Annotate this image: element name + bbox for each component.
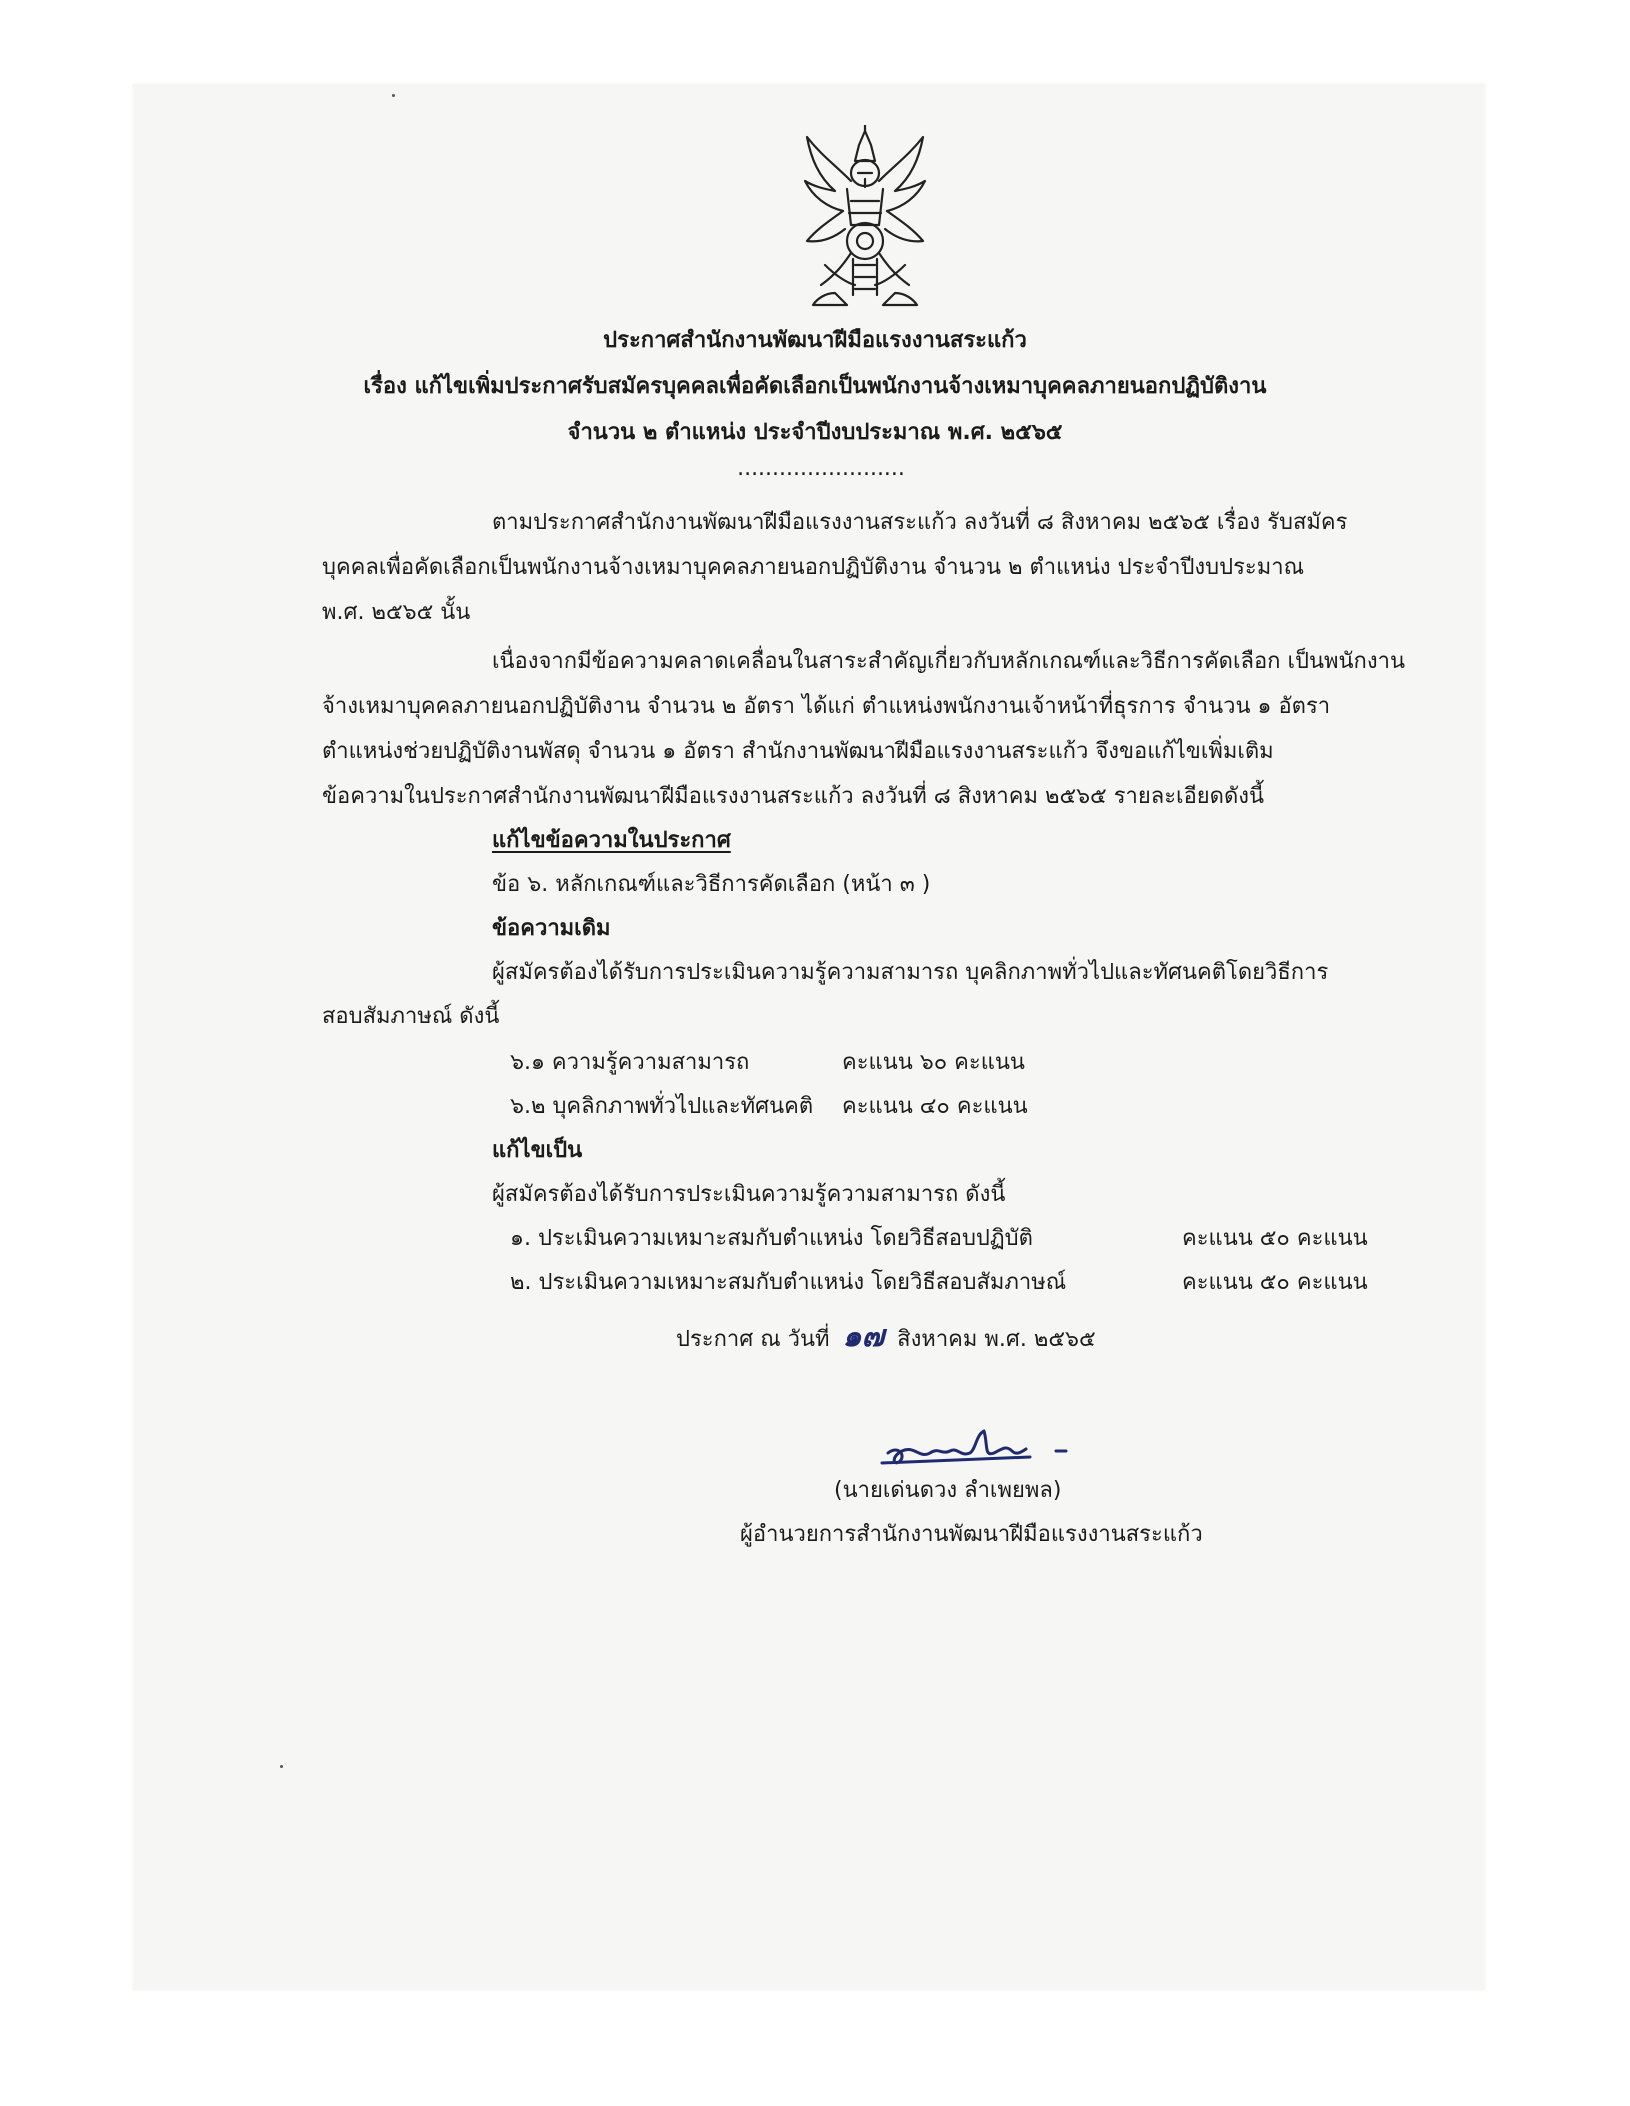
- revised-item2-score: คะแนน ๕๐ คะแนน: [1182, 1270, 1368, 1295]
- paragraph1-line3: พ.ศ. ๒๕๖๕ นั้น: [322, 600, 471, 625]
- signer-name: (นายเด่นดวง ลำเพยพล): [834, 1478, 1062, 1503]
- paragraph1-line2: บุคคลเพื่อคัดเลือกเป็นพนักงานจ้างเหมาบุคคลภายนอกปฏิบัติงาน จำนวน ๒ ตำแหน่ง ประจำปีงบประมาณ: [322, 555, 1304, 580]
- title-divider: ........................: [737, 456, 905, 481]
- garuda-emblem-icon: [795, 125, 935, 310]
- original-item1-score: คะแนน ๖๐ คะแนน: [842, 1050, 1025, 1075]
- announcement-subject: เรื่อง แก้ไขเพิ่มประกาศรับสมัครบุคคลเพื่อคัดเลือกเป็นพนักงานจ้างเหมาบุคคลภายนอกปฏิบัติงาน: [363, 374, 1267, 399]
- document-sheet: [133, 84, 1485, 1990]
- paragraph2-line4: ข้อความในประกาศสำนักงานพัฒนาฝีมือแรงงานสระแก้ว ลงวันที่ ๘ สิงหาคม ๒๕๖๕ รายละเอียดดังนี้: [322, 784, 1265, 809]
- paragraph2-line1: เนื่องจากมีข้อความคลาดเคลื่อนในสาระสำคัญเกี่ยวกับหลักเกณฑ์และวิธีการคัดเลือก เป็นพนักงาน: [492, 649, 1405, 674]
- announcement-title: ประกาศสำนักงานพัฒนาฝีมือแรงงานสระแก้ว: [603, 328, 1027, 353]
- handwritten-day: ๑๗: [842, 1319, 885, 1354]
- clause-reference: ข้อ ๖. หลักเกณฑ์และวิธีการคัดเลือก (หน้า ๓ ): [492, 872, 931, 897]
- original-item2-label: ๖.๒ บุคลิกภาพทั่วไปและทัศนคติ: [510, 1094, 814, 1119]
- announcement-date-prefix: ประกาศ ณ วันที่: [676, 1327, 830, 1352]
- amendment-heading: แก้ไขข้อความในประกาศ: [492, 828, 731, 853]
- announcement-date-suffix: สิงหาคม พ.ศ. ๒๕๖๕: [897, 1327, 1096, 1352]
- original-text-line1: ผู้สมัครต้องได้รับการประเมินความรู้ความสามารถ บุคลิกภาพทั่วไปและทัศนคติโดยวิธีการ: [492, 960, 1329, 985]
- original-item1-label: ๖.๑ ความรู้ความสามารถ: [510, 1050, 750, 1075]
- paragraph2-line2: จ้างเหมาบุคคลภายนอกปฏิบัติงาน จำนวน ๒ อัตรา ได้แก่ ตำแหน่งพนักงานเจ้าหน้าที่ธุรการ จำนวน ๑ อัตรา: [322, 694, 1331, 719]
- revised-text-line1: ผู้สมัครต้องได้รับการประเมินความรู้ความสามารถ ดังนี้: [492, 1182, 1006, 1207]
- original-text-line2: สอบสัมภาษณ์ ดังนี้: [322, 1004, 500, 1029]
- announcement-subject-line2: จำนวน ๒ ตำแหน่ง ประจำปีงบประมาณ พ.ศ. ๒๕๖๕: [567, 420, 1063, 445]
- scan-speck: [392, 94, 395, 97]
- revised-item1-score: คะแนน ๕๐ คะแนน: [1182, 1226, 1368, 1251]
- original-item2-score: คะแนน ๔๐ คะแนน: [842, 1094, 1028, 1119]
- signer-position: ผู้อำนวยการสำนักงานพัฒนาฝีมือแรงงานสระแก้ว: [740, 1522, 1203, 1547]
- paragraph1-line1: ตามประกาศสำนักงานพัฒนาฝีมือแรงงานสระแก้ว ลงวันที่ ๘ สิงหาคม ๒๕๖๕ เรื่อง รับสมัคร: [492, 510, 1348, 535]
- paragraph2-line3: ตำแหน่งช่วยปฏิบัติงานพัสดุ จำนวน ๑ อัตรา สำนักงานพัฒนาฝีมือแรงงานสระแก้ว จึงขอแก้ไขเพิ่มเติม: [322, 739, 1274, 764]
- revised-item2-label: ๒. ประเมินความเหมาะสมกับตำแหน่ง โดยวิธีสอบสัมภาษณ์: [510, 1270, 1067, 1295]
- original-text-heading: ข้อความเดิม: [492, 916, 611, 941]
- revised-text-heading: แก้ไขเป็น: [492, 1138, 583, 1163]
- revised-item1-label: ๑. ประเมินความเหมาะสมกับตำแหน่ง โดยวิธีสอบปฏิบัติ: [510, 1226, 1033, 1251]
- signature-icon: [880, 1415, 1100, 1470]
- announcement-date: [676, 1319, 1096, 1354]
- scan-speck: [280, 1765, 283, 1768]
